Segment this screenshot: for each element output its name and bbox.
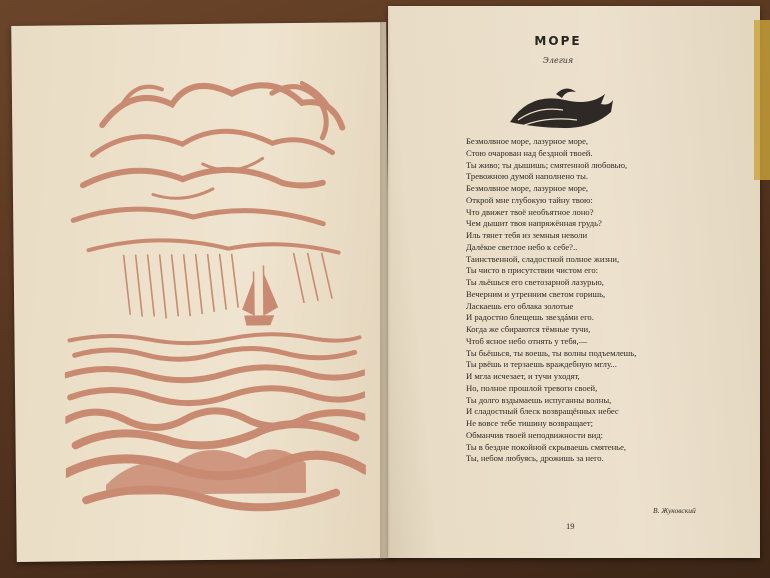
poem-line: Ты чисто в присутствии чистом его: [466,265,599,276]
poem-text [466,136,756,465]
sea-storm-woodcut-illustration [62,52,367,525]
right-page [388,6,760,558]
poem-line: Безмолвное море, лазурное море, [466,183,589,193]
poem-line: Иль тянет тебя из земныя неволи [466,230,588,240]
poem-line: Когда же сбираются тёмные тучи, [466,324,591,334]
poem-line: И мгла исчезает, и тучи уходят, [466,371,580,381]
book-spine [380,8,398,560]
poem-line: Чем дышит твоя напряжённая грудь? [466,218,602,229]
poem-line: Открой мне глубокую тайну твою: [466,194,593,205]
poem-line: Безмолвное море, лазурное море, [466,136,589,146]
poem-line: И радостно блещешь звездáми его. [466,312,594,323]
poem-line: Ты бьёшься, ты воешь, ты волны подъемлешь, [466,347,637,358]
poem-title: МОРЕ [534,34,582,48]
poem-line: Стою очарован над бездной твоей. [466,147,593,158]
edge-sticker [754,20,770,180]
poem-line: Но, полное прошлой тревоги своей, [466,382,598,393]
poem-line: Ты, небом любуясь, дрожишь за него. [466,453,604,464]
poem-line: Чтоб ясное небо отнять у тебя,— [466,335,588,346]
poem-line: Тревожною думой наполнено ты. [466,171,589,182]
poem-author: В. Жуковский [653,506,696,515]
page-number: 19 [566,521,575,531]
poem-line: Ты в бездне покойной скрываешь смятенье, [466,441,627,452]
poem-line: Ты долго вздымаешь испуганны волны, [466,394,612,405]
poem-line: Вечерним и утренним светом горишь, [466,288,606,299]
whale-vignette-icon [506,82,618,142]
left-page [11,22,392,562]
poem-line: Что движет твоё необъятное лоно? [466,206,594,217]
poem-line: И сладостный блеск возвращённых небес [466,406,619,417]
poem-line: Ты льёшься его светозарной лазурью, [466,277,604,287]
whale-vignette [506,82,618,142]
sea-storm-illustration [62,52,367,525]
poem-line: Ты живо; ты дышишь; смятенной любовью, [466,159,628,170]
poem-line: Не вовсе тебе тишину возвращает; [466,418,594,428]
poem-line: Обманчив твоей неподвижности вид: [466,429,604,440]
poem-line: Таинственной, сладостной полное жизни, [466,253,620,264]
poem-line: Далёкое светлое небо к себе?.. [466,241,578,252]
poem-subtitle: Элегия [542,56,574,65]
poem-line: Ласкаешь его облака золотые [466,300,574,311]
poem-line: Ты рвёшь и терзаешь враждебную мглу... [466,359,617,370]
